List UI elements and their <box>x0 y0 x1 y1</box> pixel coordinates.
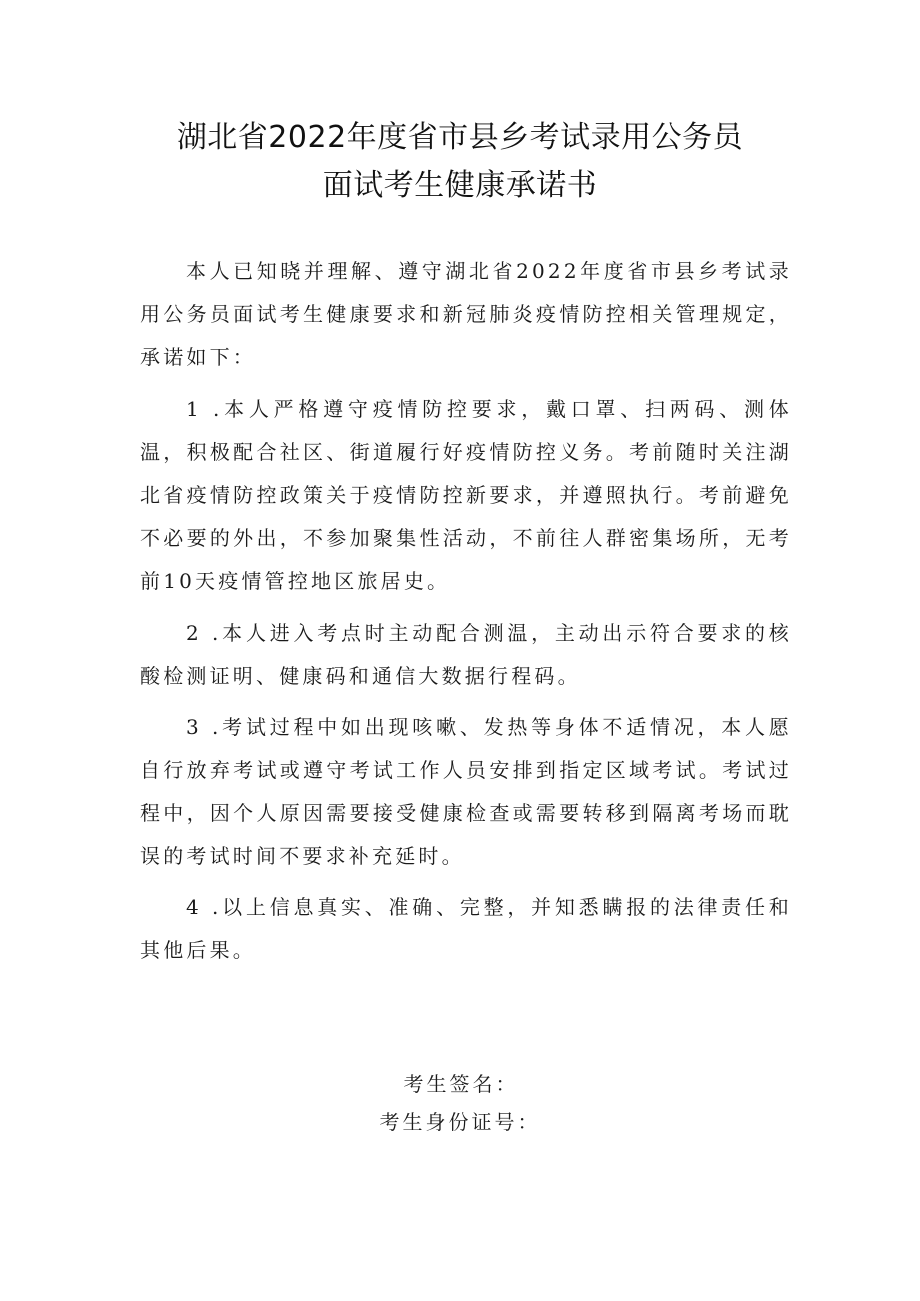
document-title-line-1: 湖北省2022年度省市县乡考试录用公务员 <box>176 120 744 155</box>
commitment-item-text: 4 .以上信息真实、准确、完整，并知悉瞒报的法律责任和其他后果。 <box>140 895 792 962</box>
intro-paragraph <box>140 250 792 379</box>
commitment-item-2 <box>140 612 792 698</box>
intro-text: 本人已知晓并理解、遵守湖北省2022年度省市县乡考试录用公务员面试考生健康要求和新冠肺炎疫情防控相关管理规定，承诺如下： <box>140 259 792 369</box>
commitment-item-text: 1 .本人严格遵守疫情防控要求，戴口罩、扫两码、测体温，积极配合社区、街道履行好疫情防控义务。考前随时关注湖北省疫情防控政策关于疫情防控新要求，并遵照执行。考前避免不必要的外出，不参加聚集性活动，不前往人群密集场所，无考前10天疫情管控地区旅居史。 <box>140 397 792 593</box>
signature-label: 考生签名： <box>403 1072 519 1096</box>
commitment-item-4 <box>140 886 792 972</box>
document-title-line-2: 面试考生健康承诺书 <box>322 168 598 203</box>
commitment-item-text: 3 .考试过程中如出现咳嗽、发热等身体不适情况，本人愿自行放弃考试或遵守考试工作人员安排到指定区域考试。考试过程中，因个人原因需要接受健康检查或需要转移到隔离考场而耽误的考试时间不要求补充延时。 <box>140 715 792 868</box>
commitment-item-text: 2 .本人进入考点时主动配合测温，主动出示符合要求的核酸检测证明、健康码和通信大数据行程码。 <box>140 621 792 688</box>
commitment-item-1 <box>140 388 792 603</box>
id-number-label: 考生身份证号： <box>379 1110 541 1134</box>
commitment-item-3 <box>140 706 792 878</box>
